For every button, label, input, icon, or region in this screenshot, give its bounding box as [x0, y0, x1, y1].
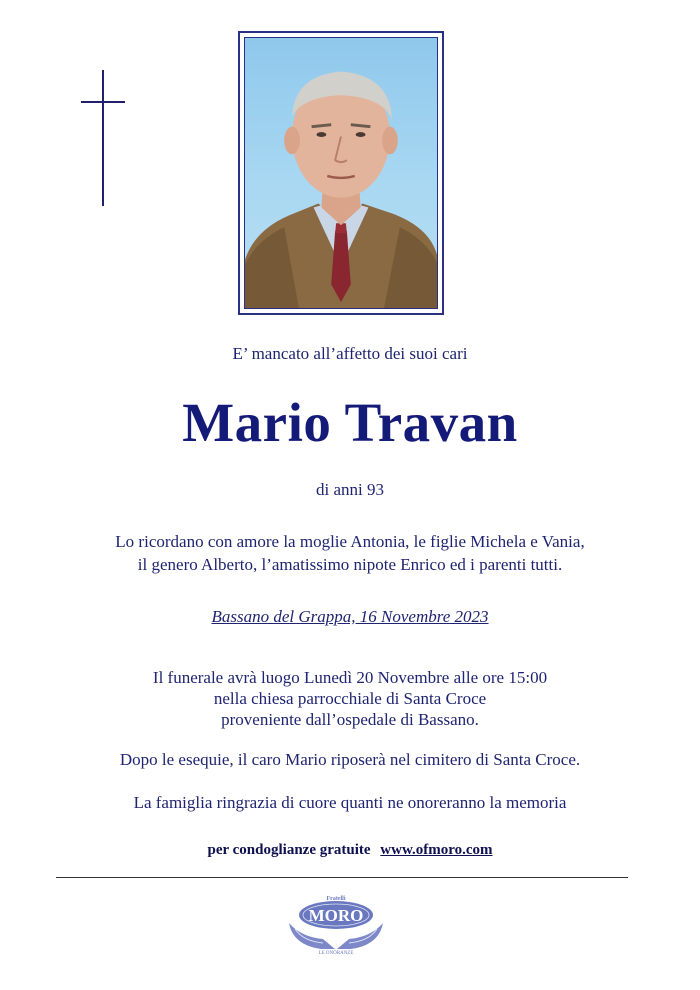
family-paragraph: [0, 530, 700, 576]
family-line: Lo ricordano con amore la moglie Antonia, le figlie Michela e Vania,: [115, 532, 585, 551]
moro-logo-icon: [283, 893, 389, 955]
svg-text:Fratelli: Fratelli: [326, 896, 346, 902]
place-date: Bassano del Grappa, 16 Novembre 2023: [211, 607, 489, 626]
cross-horizontal: [81, 101, 125, 103]
cross-icon: [81, 70, 125, 206]
intro-text: E’ mancato all’affetto dei suoi cari: [232, 344, 468, 363]
funeral-paragraph: [0, 667, 700, 730]
funeral-line: nella chiesa parrocchiale di Santa Croce: [213, 689, 487, 708]
condolences-link[interactable]: www.ofmoro.com: [380, 842, 493, 858]
moro-logo: [283, 893, 389, 955]
condolences-label: per condoglianze gratuite: [207, 842, 371, 858]
svg-text:MORO: MORO: [308, 906, 364, 925]
age-text: di anni 93: [316, 480, 384, 499]
portrait-illustration: [245, 38, 437, 308]
funeral-line: Il funerale avrà luogo Lunedì 20 Novembre alle ore 15:00: [152, 668, 548, 687]
deceased-name: Mario Travan: [182, 392, 518, 453]
portrait-photo: [244, 37, 438, 309]
cross-vertical: [102, 70, 104, 206]
family-line: il genero Alberto, l’amatissimo nipote Enrico ed i parenti tutti.: [137, 555, 563, 574]
thanks-text: La famiglia ringrazia di cuore quanti ne onoreranno la memoria: [133, 793, 567, 812]
svg-text:LE ONORANZE: LE ONORANZE: [318, 951, 354, 955]
divider-line: [56, 877, 628, 878]
funeral-line: proveniente dall’ospedale di Bassano.: [221, 710, 479, 729]
condolences-line: [0, 842, 700, 859]
burial-text: Dopo le esequie, il caro Mario riposerà nel cimitero di Santa Croce.: [119, 750, 581, 769]
portrait-photo-frame: [238, 31, 444, 315]
